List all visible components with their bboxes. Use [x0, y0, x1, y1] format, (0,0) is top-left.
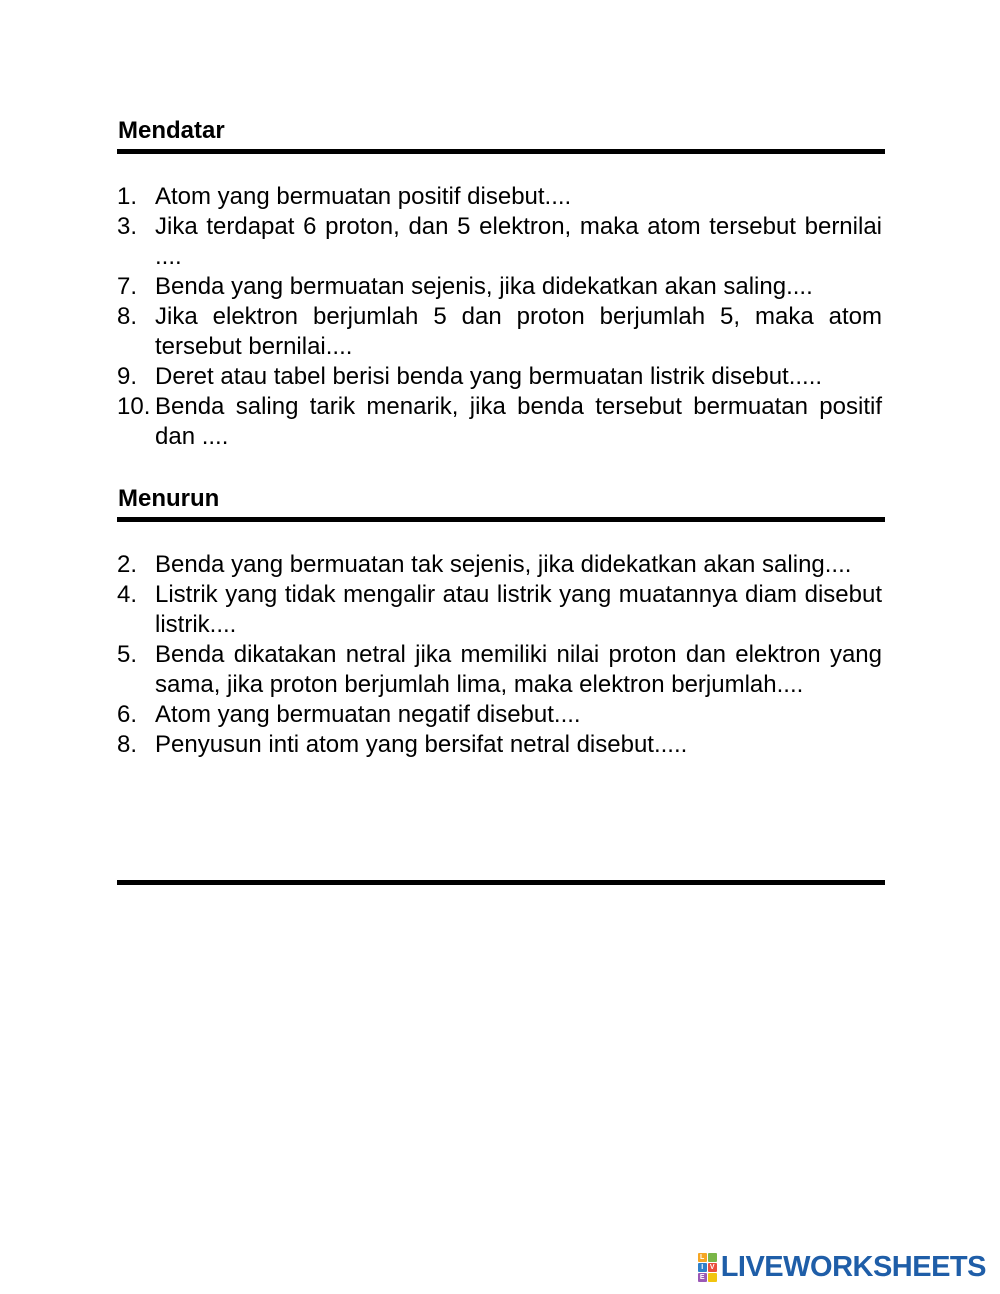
clue-number: 9. [117, 363, 138, 390]
clue-item [117, 362, 882, 392]
menurun-clue-list [117, 550, 885, 760]
clue-text: Benda yang bermuatan sejenis, jika didekatkan akan saling.... [155, 273, 813, 300]
clue-item [117, 640, 882, 700]
clue-item [117, 580, 882, 640]
mendatar-heading: Mendatar [118, 117, 225, 144]
clue-text: Benda saling tarik menarik, jika benda tersebut bermuatan positif dan .... [155, 393, 882, 450]
logo-mark-block: V [708, 1263, 717, 1272]
logo-mark-block: L [698, 1253, 707, 1262]
clue-text: Atom yang bermuatan negatif disebut.... [155, 701, 581, 728]
mendatar-heading-rule [117, 149, 885, 154]
clue-number: 8. [117, 731, 138, 758]
menurun-section [117, 485, 885, 760]
mendatar-clue-list [117, 182, 885, 452]
clue-number: 5. [117, 641, 138, 668]
logo-mark-block: I [698, 1263, 707, 1272]
clue-text: Atom yang bermuatan positif disebut.... [155, 183, 572, 210]
bottom-rule [117, 880, 885, 885]
menurun-heading-rule [117, 517, 885, 522]
logo-mark-block [708, 1273, 717, 1282]
clue-text: Benda yang bermuatan tak sejenis, jika didekatkan akan saling.... [155, 551, 852, 578]
logo-mark-block [708, 1253, 717, 1262]
clue-text: Listrik yang tidak mengalir atau listrik yang muatannya diam disebut listrik.... [155, 581, 882, 638]
clue-text: Penyusun inti atom yang bersifat netral disebut..... [155, 731, 688, 758]
menurun-heading: Menurun [118, 485, 220, 512]
liveworksheets-logo [698, 1252, 986, 1282]
clue-text: Benda dikatakan netral jika memiliki nilai proton dan elektron yang sama, jika proton berjumlah lima, maka elektron berjumlah.... [155, 641, 882, 698]
clue-item [117, 392, 882, 452]
clue-text: Jika elektron berjumlah 5 dan proton berjumlah 5, maka atom tersebut bernilai.... [155, 303, 882, 360]
clue-number: 1. [117, 183, 138, 210]
clue-item [117, 700, 882, 730]
mendatar-section [117, 117, 885, 452]
clue-number: 3. [117, 213, 138, 240]
clue-item [117, 730, 882, 760]
liveworksheets-logo-text: LIVEWORKSHEETS [720, 1251, 986, 1283]
clue-number: 6. [117, 701, 138, 728]
clue-item [117, 272, 882, 302]
liveworksheets-logo-icon [698, 1253, 717, 1282]
clue-number: 10. [117, 393, 151, 420]
clue-text: Deret atau tabel berisi benda yang bermuatan listrik disebut..... [155, 363, 823, 390]
clue-number: 4. [117, 581, 138, 608]
clue-item [117, 212, 882, 272]
clue-item [117, 182, 882, 212]
logo-mark-block: E [698, 1273, 707, 1282]
clue-number: 2. [117, 551, 138, 578]
clue-item [117, 550, 882, 580]
clue-text: Jika terdapat 6 proton, dan 5 elektron, maka atom tersebut bernilai .... [155, 213, 882, 270]
clue-number: 8. [117, 303, 138, 330]
clue-number: 7. [117, 273, 138, 300]
clue-item [117, 302, 882, 362]
